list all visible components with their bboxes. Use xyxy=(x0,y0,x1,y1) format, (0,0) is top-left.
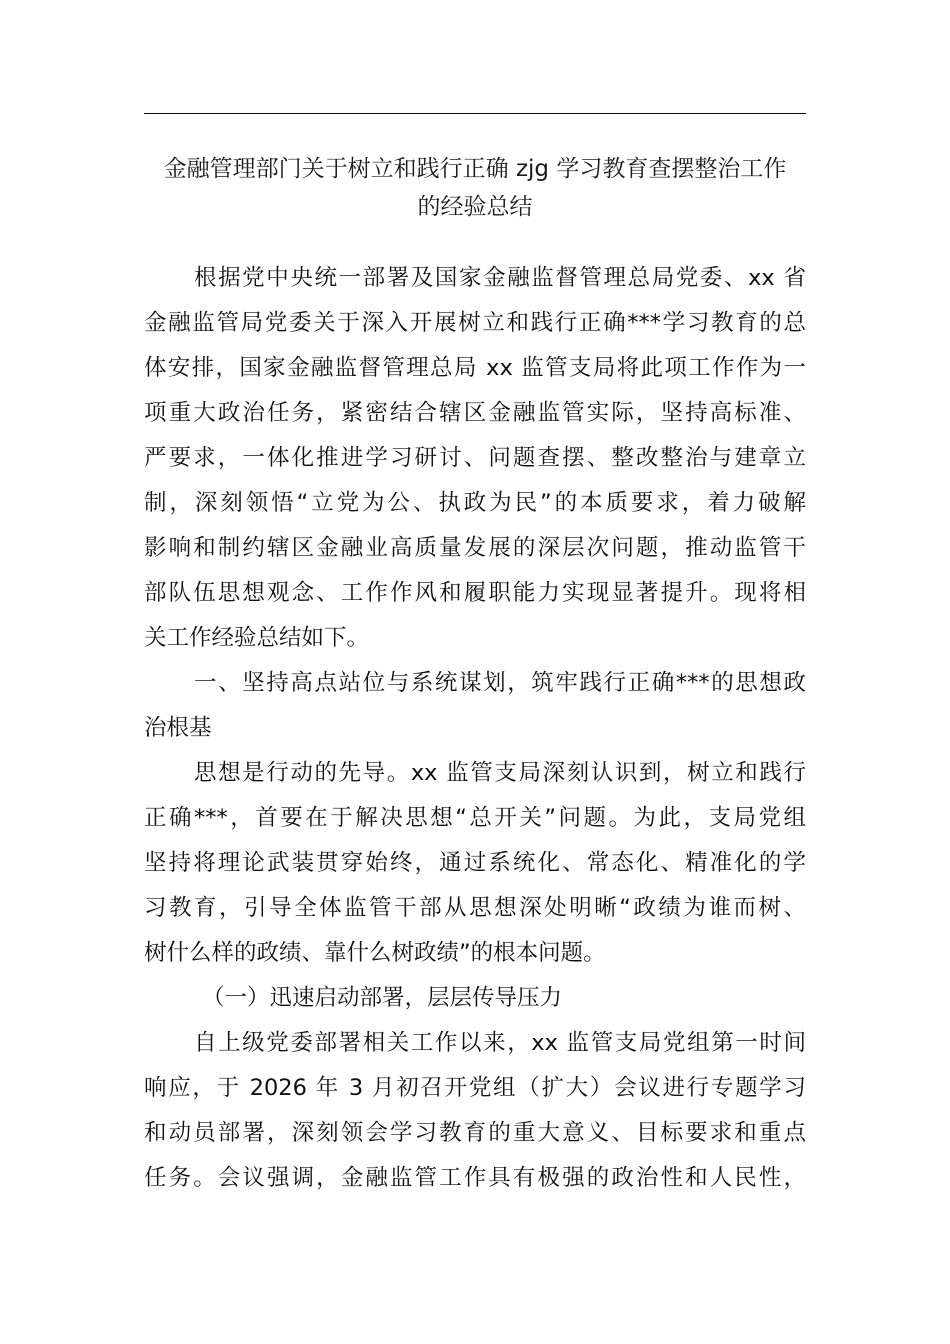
body-line: 体安排，国家金融监督管理总局 xx 监管支局将此项工作作为一 xyxy=(144,355,806,381)
header-rule xyxy=(144,113,806,114)
section-heading-line: 治根基 xyxy=(144,715,212,741)
title-line: 的经验总结 xyxy=(417,194,533,220)
body-line: 坚持将理论武装贯穿始终，通过系统化、常态化、精准化的学 xyxy=(144,850,806,876)
body-line: 严要求，一体化推进学习研讨、问题查摆、整改整治与建章立 xyxy=(144,445,806,471)
body-line: 自上级党委部署相关工作以来，xx 监管支局党组第一时间 xyxy=(194,1030,806,1056)
body-line: 正确***，首要在于解决思想“总开关”问题。为此，支局党组 xyxy=(144,805,806,831)
body-line: 制，深刻领悟“立党为公、执政为民”的本质要求，着力破解 xyxy=(144,490,806,516)
body-line: 根据党中央统一部署及国家金融监督管理总局党委、xx 省 xyxy=(194,265,806,291)
document-body xyxy=(144,256,806,1201)
body-line: 关工作经验总结如下。 xyxy=(144,625,370,651)
body-line: 任务。会议强调，金融监管工作具有极强的政治性和人民性， xyxy=(144,1165,806,1191)
subsection-heading-line: （一）迅速启动部署，层层传导压力 xyxy=(202,985,563,1011)
body-line: 部队伍思想观念、工作作风和履职能力实现显著提升。现将相 xyxy=(144,580,806,606)
body-line: 金融监管局党委关于深入开展树立和践行正确***学习教育的总 xyxy=(144,310,806,336)
title-line: 金融管理部门关于树立和践行正确 zjg 学习教育查摆整治工作 xyxy=(163,156,787,182)
document-title xyxy=(140,150,810,226)
body-line: 习教育，引导全体监管干部从思想深处明晰“政绩为谁而树、 xyxy=(144,895,806,921)
body-line: 项重大政治任务，紧密结合辖区金融监管实际，坚持高标准、 xyxy=(144,400,806,426)
body-line: 树什么样的政绩、靠什么树政绩”的根本问题。 xyxy=(144,940,606,966)
section-heading-line: 一、坚持高点站位与系统谋划，筑牢践行正确***的思想政 xyxy=(194,670,806,696)
body-line: 思想是行动的先导。xx 监管支局深刻认识到，树立和践行 xyxy=(194,760,806,786)
body-line: 响应，于 2026 年 3 月初召开党组（扩大）会议进行专题学习 xyxy=(144,1075,806,1101)
body-line: 和动员部署，深刻领会学习教育的重大意义、目标要求和重点 xyxy=(144,1120,806,1146)
body-line: 影响和制约辖区金融业高质量发展的深层次问题，推动监管干 xyxy=(144,535,806,561)
